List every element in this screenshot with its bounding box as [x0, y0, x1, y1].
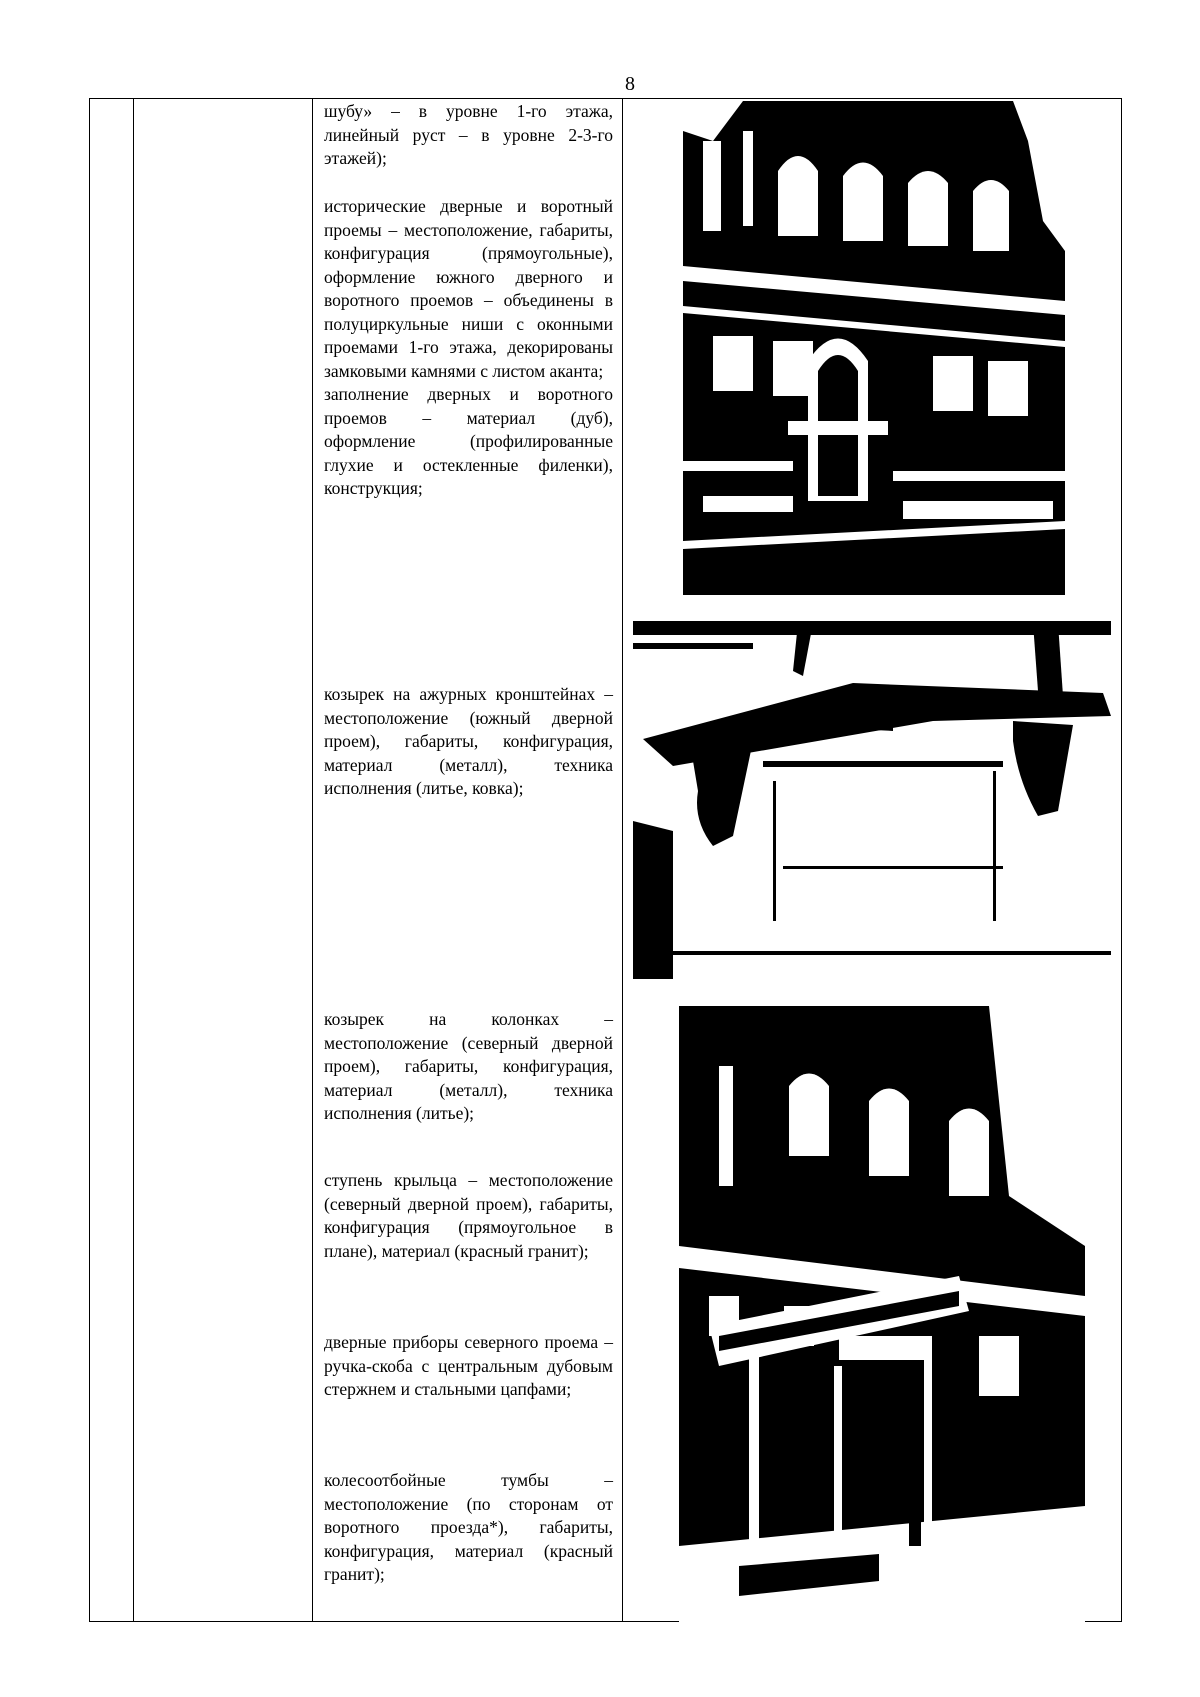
table-column-divider: [622, 99, 623, 1621]
text-block-3: [324, 683, 613, 801]
paragraph-door-hardware: дверные приборы северного проема – ручка-скоба с центральным дубовым стержнем и стальными цапфами;: [324, 1332, 613, 1399]
paragraph-canopy-columns: козырек на колонках – местоположение (северный дверной проем), габариты, конфигурация, материал (металл), техника исполнения (литье);: [324, 1009, 613, 1123]
paragraph-wheel-guards: колесоотбойные тумбы – местоположение (по сторонам от воротного проезда*), габариты, конфигурация, материал (красный гранит);: [324, 1470, 613, 1584]
text-block-6: [324, 1331, 613, 1402]
photo-canopy-openwork-brackets: [633, 621, 1111, 979]
page-number: 8: [625, 73, 635, 95]
table-column-divider: [133, 99, 134, 1621]
table-column-divider: [312, 99, 313, 1621]
paragraph-canopy-brackets: козырек на ажурных кронштейнах – местоположение (южный дверной проем), габариты, конфигурация, материал (металл), техника исполнения (литье, ковка);: [324, 684, 613, 798]
paragraph-rustication: шубу» – в уровне 1-го этажа, линейный руст – в уровне 2-3-го этажей);: [324, 101, 613, 168]
text-block-5: [324, 1169, 613, 1263]
photo-canopy-on-columns: [679, 1006, 1085, 1626]
text-block-1: [324, 100, 613, 171]
text-block-7: [324, 1469, 613, 1587]
paragraph-door-openings: исторические дверные и воротный проемы – местоположение, габариты, конфигурация (прямоугольные), оформление южного дверного и воротного проемов – объединены в полуциркульные ниши с оконными проемами 1-го этажа, декорированы замковыми камнями с листом аканта;: [324, 196, 613, 381]
text-block-2: [324, 195, 613, 501]
photo-facade-south-entrance: [683, 101, 1065, 595]
paragraph-porch-step: ступень крыльца – местоположение (северный дверной проем), габариты, конфигурация (прямоугольное в плане), материал (красный гранит);: [324, 1170, 613, 1261]
text-block-4: [324, 1008, 613, 1126]
paragraph-door-fillings: заполнение дверных и воротного проемов – материал (дуб), оформление (профилированные глухие и остекленные филенки), конструкция;: [324, 384, 613, 498]
